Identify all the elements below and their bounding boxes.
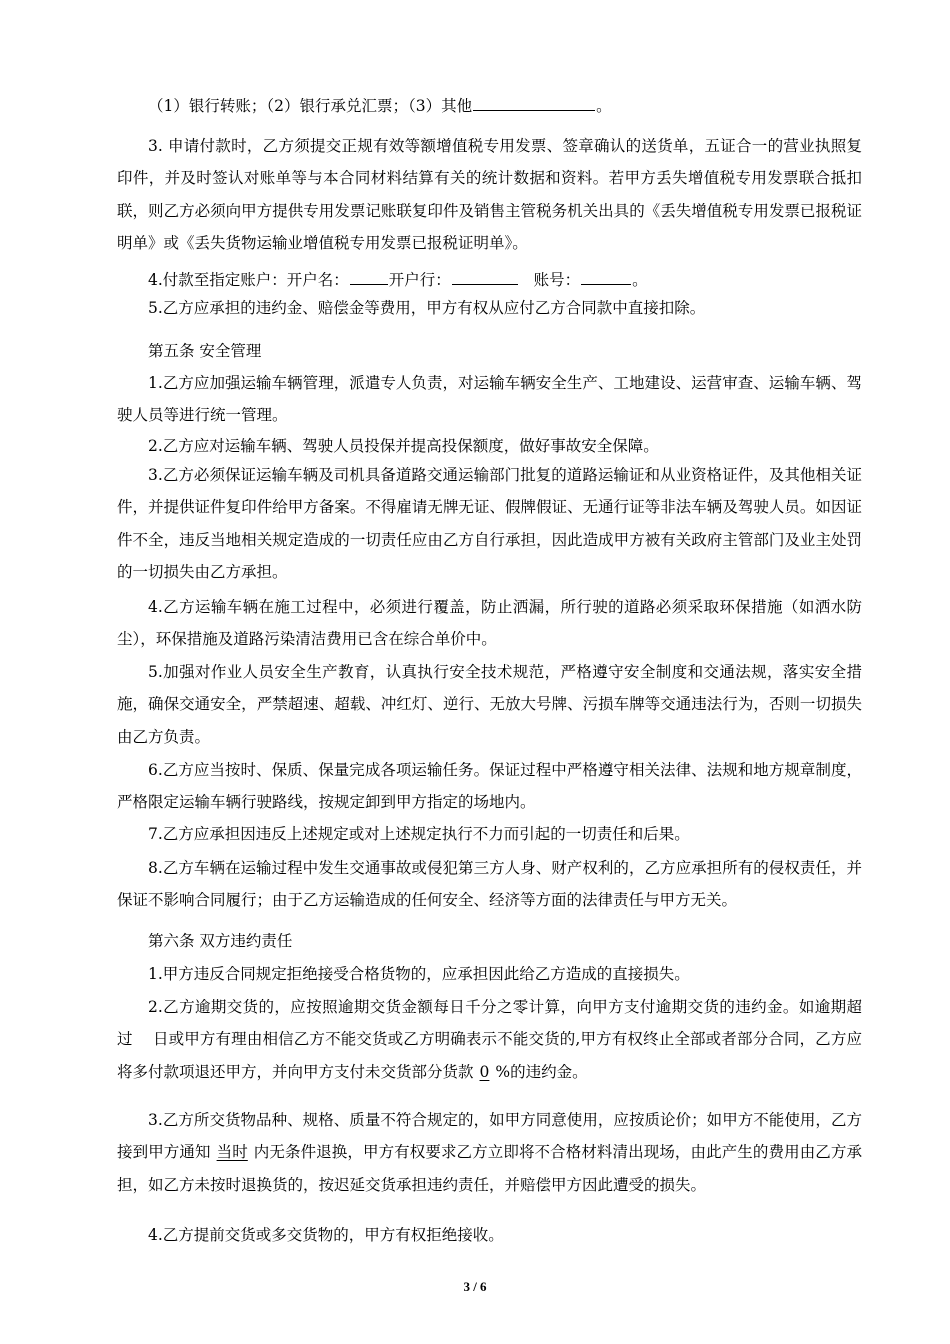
notice-time-value: 当时 xyxy=(216,1143,248,1162)
account-number-blank xyxy=(581,268,631,285)
article-5-item-8: 8.乙方车辆在运输过程中发生交通事故或侵犯第三方人身、财产权利的，乙方应承担所有的侵权责任，并保证不影响合同履行；由于乙方运输造成的任何安全、经济等方面的法律责任与甲方无关。 xyxy=(117,859,862,910)
article-5-item-2: 2.乙方应对运输车辆、驾驶人员投保并提高投保额度，做好事故安全保障。 xyxy=(148,437,659,455)
article-5-item-7: 7.乙方应承担因违反上述规定或对上述规定执行不力而引起的一切责任和后果。 xyxy=(148,825,690,843)
other-blank xyxy=(473,94,595,111)
article-6-title: 第六条 双方违约责任 xyxy=(148,932,293,950)
bank-blank xyxy=(452,268,518,285)
page-number: 3 / 6 xyxy=(463,1279,487,1294)
clause-5: 5.乙方应承担的违约金、赔偿金等费用，甲方有权从应付乙方合同款中直接扣除。 xyxy=(148,299,706,317)
article-5-item-4: 4.乙方运输车辆在施工过程中，必须进行覆盖，防止洒漏，所行驶的道路必须采取环保措施（如洒水防尘），环保措施及道路污染清洁费用已含在综合单价中。 xyxy=(117,598,862,649)
article-5-item-6: 6.乙方应当按时、保质、保量完成各项运输任务。保证过程中严格遵守相关法律、法规和地方规章制度，严格限定运输车辆行驶路线，按规定卸到甲方指定的场地内。 xyxy=(117,761,862,812)
payment-methods-text: （1）银行转账；（2）银行承兑汇票；（3）其他 xyxy=(148,97,473,115)
clause-3: 3. 申请付款时，乙方须提交正规有效等额增值税专用发票、签章确认的送货单，五证合一的营业执照复印件，并及时签认对账单等与本合同材料结算有关的统计数据和资料。若甲方丢失增值税专用发票联合抵扣联，则乙方必须向甲方提供专用发票记账联复印件及销售主管税务机关出具的《丢失增值税专用发票已报税证明单》或《丢失货物运输业增值税专用发票已报税证明单》。 xyxy=(117,137,862,253)
article-6-item-3: 3.乙方所交货物品种、规格、质量不符合规定的，如甲方同意使用，应按质论价；如甲方不能使用，乙方接到甲方通知 当时 内无条件退换，甲方有权要求乙方立即将不合格材料清出现场，由此产生的费用由乙方承担，如乙方未按时退换货的，按迟延交货承担违约责任，并赔偿甲方因此遭受的损失。 xyxy=(117,1111,862,1194)
article-6-item-4: 4.乙方提前交货或多交货物的，甲方有权拒绝接收。 xyxy=(148,1226,504,1244)
article-5-item-5: 5.加强对作业人员安全生产教育，认真执行安全技术规范，严格遵守安全制度和交通法规，落实安全措施，确保交通安全，严禁超速、超载、冲红灯、逆行、无放大号牌、污损车牌等交通违法行为，否则一切损失由乙方负责。 xyxy=(117,663,862,746)
penalty-percent-value: 0 xyxy=(479,1062,490,1081)
article-5-title: 第五条 安全管理 xyxy=(148,342,262,360)
account-name-blank xyxy=(350,268,388,285)
clause-4: 4.付款至指定账户：开户名： 开户行： 账号： 。 xyxy=(117,266,862,294)
article-5-item-3: 3.乙方必须保证运输车辆及司机具备道路交通运输部门批复的道路运输证和从业资格证件，及其他相关证件，并提供证件复印件给甲方备案。不得雇请无牌无证、假牌假证、无通行证等非法车辆及驾驶人员。如因证件不全，违反当地相关规定造成的一切责任应由乙方自行承担，因此造成甲方被有关政府主管部门及业主处罚的一切损失由乙方承担。 xyxy=(117,466,862,582)
article-6-item-1: 1.甲方违反合同规定拒绝接受合格货物的，应承担因此给乙方造成的直接损失。 xyxy=(148,965,690,983)
payment-methods: （1）银行转账；（2）银行承兑汇票；（3）其他 。 xyxy=(117,90,862,122)
article-5-item-1: 1.乙方应加强运输车辆管理，派遣专人负责，对运输车辆安全生产、工地建设、运营审查、运输车辆、驾驶人员等进行统一管理。 xyxy=(117,374,862,425)
article-6-item-2: 2.乙方逾期交货的，应按照逾期交货金额每日千分之零计算，向甲方支付逾期交货的违约金。如逾期超过 日或甲方有理由相信乙方不能交货或乙方明确表示不能交货的,甲方有权终止全部或者部分合同，乙方应将多付款项退还甲方，并向甲方支付未交货部分货款 0 %的违约金。 xyxy=(117,998,862,1081)
